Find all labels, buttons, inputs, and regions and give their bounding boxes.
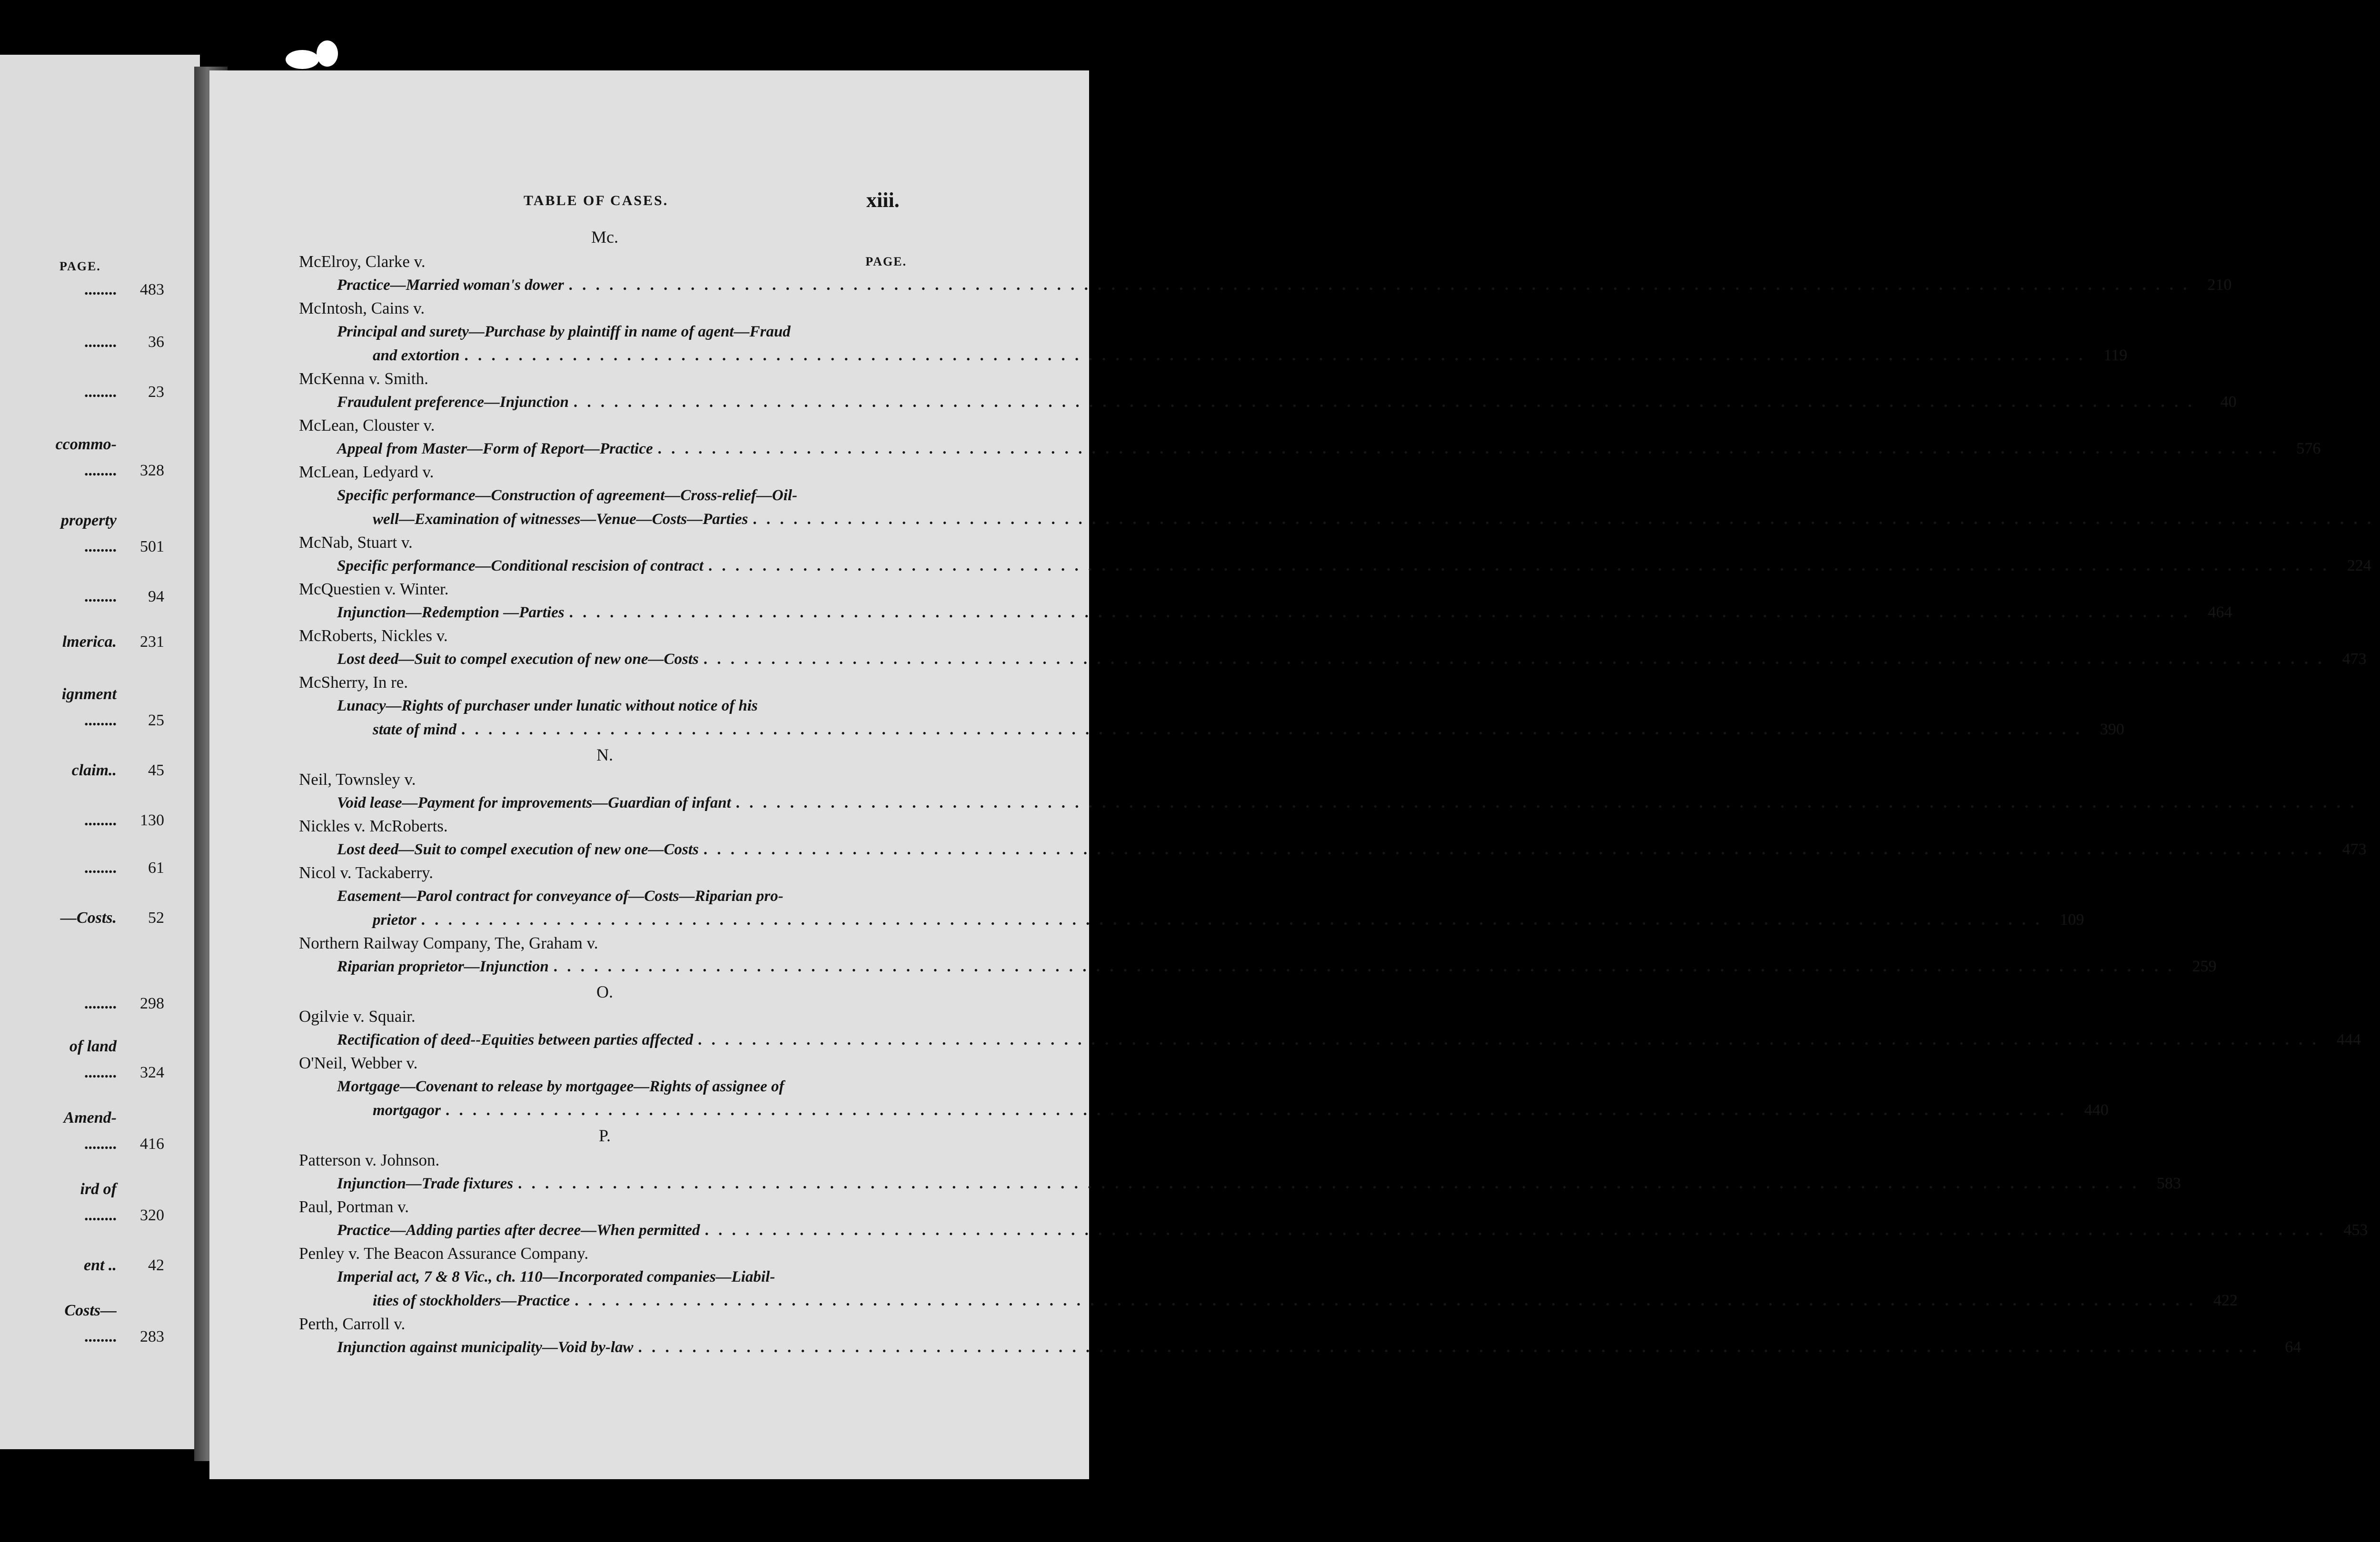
case-topic (299, 1028, 2361, 1052)
topic-text: Specific performance—Conditional rescision of contract (337, 557, 704, 574)
dot-leader: . . . . . . . . . . . . . . . . . . . . . . . . . . . . . . . . . . . . . . . . . . . . . . . . . . . . . . . . . . . . . . . . . . . . . . . . . . . . . . . . . . . . . . . . . . . . . . . . . . . . . . . . . . . . . . . . . . . . . . . . (735, 794, 2357, 811)
case-name: McRoberts, Nickles v. (299, 626, 448, 645)
case-title (299, 624, 911, 647)
fragment-page-number: 23 (148, 383, 164, 401)
case-title (299, 1242, 911, 1265)
case-topic (299, 884, 2084, 932)
topic-text: Imperial act, 7 & 8 Vic., ch. 110—Incorporated companies—Liabil- (337, 1268, 775, 1285)
case-topic (299, 273, 2232, 297)
topic-text: Rectification of deed--Equities between parties affected (337, 1031, 694, 1048)
topic-text: Lost deed—Suit to compel execution of new one—Costs (337, 841, 699, 858)
fragment-page-number: 130 (140, 811, 164, 829)
case-topic (299, 955, 2217, 979)
fragment-text: ........ (84, 995, 117, 1012)
case-title (299, 815, 911, 838)
topic-text: Lost deed—Suit to compel execution of new one—Costs (337, 651, 699, 668)
case-title (299, 531, 911, 554)
topic-text: Injunction against municipality—Void by-law (337, 1339, 634, 1356)
case-topic (299, 1075, 2109, 1122)
topic-text: and extortion (373, 347, 460, 364)
paper-damage-speck (286, 50, 319, 69)
page-ref: 576 (2296, 440, 2321, 457)
case-topic (299, 320, 2128, 367)
case-name: Paul, Portman v. (299, 1197, 409, 1216)
fragment-page-number: 320 (140, 1206, 164, 1224)
left-page-fragment (0, 538, 200, 556)
fragment-page-number: 501 (140, 538, 164, 555)
fragment-text: of land (69, 1038, 117, 1055)
section-letter: P. (598, 1126, 611, 1145)
case-name: Nicol v. Tackaberry. (299, 863, 433, 882)
case-title (299, 671, 911, 694)
topic-continuation (337, 344, 2128, 367)
page-ref: 259 (2192, 958, 2217, 975)
left-page-fragment (0, 633, 200, 651)
running-head: TABLE OF CASES. (524, 193, 669, 208)
dot-leader: . . . . . . . . . . . . . . . . . . . . . . . . . . . . . . . . . . . . . . . . . . . . . . . . . . . . . . . . . . . . . . . . . . . . . . . . . . . . . . . . . . . . . . . . . . . . . . . . . . . . . . . . . . . . . . . . . . . . . . . . (421, 911, 2043, 929)
fragment-text: ........ (84, 281, 117, 298)
dot-leader: . . . . . . . . . . . . . . . . . . . . . . . . . . . . . . . . . . . . . . . . . . . . . . . . . . . . . . . . . . . . . . . . . . . . . . . . . . . . . . . . . . . . . . . . . . . . . . . . . . . . . . . . . . . . . . . . . . . . . . . . (575, 1292, 2196, 1309)
case-topic (299, 647, 2367, 671)
fragment-text: property (60, 512, 117, 529)
topic-text: Lunacy—Rights of purchaser under lunatic without notice of his (337, 697, 758, 714)
fragment-page-number: 231 (140, 633, 164, 651)
page-ref: 440 (2084, 1101, 2109, 1119)
left-page-fragment (0, 1256, 200, 1275)
topic-text: Injunction—Redemption —Parties (337, 604, 565, 621)
fragment-text: ........ (84, 538, 117, 555)
left-page-fragment (0, 462, 200, 480)
dot-leader: . . . . . . . . . . . . . . . . . . . . . . . . . . . . . . . . . . . . . . . . . . . . . . . . . . . . . . . . . . . . . . . . . . . . . . . . . . . . . . . . . . . . . . . . . . . . . . . . . . . . . . . . . . . . . . . . . . . . . . . . (704, 1222, 2326, 1239)
fragment-text: ........ (84, 1328, 117, 1345)
topic-text: Fraudulent preference—Injunction (337, 394, 569, 411)
case-title (299, 1313, 911, 1335)
fragment-text: ........ (84, 859, 117, 877)
topic-text: Void lease—Payment for improvements—Guardian of infant (337, 794, 731, 811)
section-letter: Mc. (591, 227, 618, 247)
paper-damage-speck (317, 40, 338, 67)
left-page-fragment (0, 859, 200, 877)
page-ref: 464 (2208, 603, 2232, 621)
topic-text: Appeal from Master—Form of Report—Practice (337, 440, 653, 457)
fragment-text: ........ (84, 1206, 117, 1224)
fragment-text: ........ (84, 333, 117, 351)
topic-continuation (337, 908, 2084, 932)
case-topic (299, 791, 2357, 815)
case-name: McQuestien v. Winter. (299, 580, 449, 598)
topic-text: ities of stockholders—Practice (373, 1292, 570, 1309)
fragment-page-number: 328 (140, 462, 164, 479)
dot-leader: . . . . . . . . . . . . . . . . . . . . . . . . . . . . . . . . . . . . . . . . . . . . . . . . . . . . . . . . . . . . . . . . . . . . . . . . . . . . . . . . . . . . . . . . . . . . . . . . . . . . . . . . . . . . . . . . . . . . . . . . (573, 394, 2195, 411)
page-ref: 583 (2156, 1175, 2181, 1192)
topic-text: state of mind (373, 721, 457, 738)
fragment-text: Amend- (63, 1109, 117, 1127)
fragment-text: lmerica. (62, 633, 117, 651)
topic-continuation (337, 507, 2374, 531)
page-ref: 119 (2103, 346, 2128, 364)
page-ref (2362, 791, 2380, 815)
fragment-page-number: 94 (148, 588, 164, 605)
dot-leader: . . . . . . . . . . . . . . . . . . . . . . . . . . . . . . . . . . . . . . . . . . . . . . . . . . . . . . . . . . . . . . . . . . . . . . . . . . . . . . . . . . . . . . . . . . . . . . . . . . . . . . . . . . . . . . . . . . . . . . . . (657, 440, 2279, 457)
case-title (299, 578, 911, 601)
fragment-page-number: 42 (148, 1256, 164, 1274)
dot-leader: . . . . . . . . . . . . . . . . . . . . . . . . . . . . . . . . . . . . . . . . . . . . . . . . . . . . . . . . . . . . . . . . . . . . . . . . . . . . . . . . . . . . . . . . . . . . . . . . . . . . . . . . . . . . . . . . . . . . . . . . (753, 511, 2374, 528)
left-page-label: PAGE. (60, 259, 101, 273)
case-title (299, 932, 911, 955)
page-ref: 473 (2342, 840, 2367, 858)
dot-leader: . . . . . . . . . . . . . . . . . . . . . . . . . . . . . . . . . . . . . . . . . . . . . . . . . . . . . . . . . . . . . . . . . . . . . . . . . . . . . . . . . . . . . . . . . . . . . . . . . . . . . . . . . . . . . . . . . . . . . . . . (518, 1175, 2139, 1192)
left-page-fragment (0, 588, 200, 606)
page-column-label: PAGE. (865, 255, 907, 268)
case-name: McLean, Clouster v. (299, 416, 435, 435)
case-topic (299, 1265, 2238, 1313)
fragment-text: ........ (84, 462, 117, 479)
case-name: McSherry, In re. (299, 673, 408, 692)
topic-text: Injunction—Trade fixtures (337, 1175, 514, 1192)
case-name: O'Neil, Webber v. (299, 1054, 418, 1072)
case-name: McKenna v. Smith. (299, 369, 428, 388)
topic-continuation (337, 718, 2124, 741)
case-topic (299, 390, 2237, 414)
case-name: Neil, Townsley v. (299, 770, 416, 789)
topic-text: prietor (373, 911, 416, 929)
left-page-fragment (0, 1180, 200, 1198)
left-page-fragment (0, 1064, 200, 1082)
left-page-fragment (0, 1206, 200, 1225)
left-page-fragment (0, 811, 200, 830)
left-page-fragment (0, 995, 200, 1013)
fragment-page-number: 25 (148, 712, 164, 729)
left-facing-page (0, 55, 200, 1449)
topic-text: Easement—Parol contract for conveyance of—Costs—Riparian pro- (337, 888, 783, 905)
topic-text: mortgagor (373, 1102, 441, 1119)
left-page-fragment (0, 1135, 200, 1153)
case-topic (299, 1218, 2368, 1242)
page-ref: 473 (2342, 650, 2367, 668)
left-page-fragment (0, 1038, 200, 1056)
fragment-page-number: 61 (148, 859, 164, 877)
section-letter: N. (596, 745, 613, 764)
case-title (299, 1149, 911, 1172)
fragment-text: ........ (84, 383, 117, 401)
topic-text: Riparian proprietor—Injunction (337, 958, 549, 975)
left-page-fragment (0, 909, 200, 927)
page-ref: 40 (2220, 393, 2237, 411)
page-ref: 210 (2207, 276, 2232, 294)
section-letter: O. (596, 982, 613, 1001)
fragment-text: Costs— (64, 1302, 117, 1319)
page-ref: 390 (2100, 721, 2124, 738)
case-name: McElroy, Clarke v. (299, 252, 426, 271)
dot-leader: . . . . . . . . . . . . . . . . . . . . . . . . . . . . . . . . . . . . . . . . . . . . . . . . . . . . . . . . . . . . . . . . . . . . . . . . . . . . . . . . . . . . . . . . . . . . . . . . . . . . . . . . . . . . . . . . . . . . . . . . (464, 347, 2086, 364)
topic-text: Mortgage—Covenant to release by mortgagee—Rights of assignee of (337, 1078, 784, 1095)
case-name: Ogilvie v. Squair. (299, 1007, 416, 1026)
fragment-text: —Costs. (60, 909, 117, 927)
fragment-page-number: 483 (140, 281, 164, 298)
fragment-text: ........ (84, 1064, 117, 1081)
fragment-page-number: 416 (140, 1135, 164, 1153)
fragment-text: ignment (61, 685, 117, 703)
case-title (299, 1196, 911, 1218)
fragment-text: ccommo- (55, 435, 117, 453)
case-name: McLean, Ledyard v. (299, 463, 434, 481)
left-page-fragment (0, 1302, 200, 1320)
dot-leader: . . . . . . . . . . . . . . . . . . . . . . . . . . . . . . . . . . . . . . . . . . . . . . . . . . . . . . . . . . . . . . . . . . . . . . . . . . . . . . . . . . . . . . . . . . . . . . . . . . . . . . . . . . . . . . . . . . . . . . . . (703, 651, 2325, 668)
left-page-fragment (0, 1109, 200, 1127)
case-title (299, 461, 911, 484)
topic-text: Practice—Married woman's dower (337, 277, 564, 294)
topic-continuation (337, 1289, 2238, 1313)
topic-text: well—Examination of witnesses—Venue—Costs—Parties (373, 511, 748, 528)
case-title (299, 1052, 911, 1075)
page-ref: 422 (2213, 1292, 2238, 1309)
case-title (299, 1005, 911, 1028)
page-ref: 224 (2347, 557, 2371, 574)
case-name: Perth, Carroll v. (299, 1315, 406, 1333)
dot-leader: . . . . . . . . . . . . . . . . . . . . . . . . . . . . . . . . . . . . . . . . . . . . . . . . . . . . . . . . . . . . . . . . . . . . . . . . . . . . . . . . . . . . . . . . . . . . . . . . . . . . . . . . . . . . . . . . . . . . . . . . (569, 604, 2191, 621)
case-topic (299, 694, 2124, 741)
fragment-page-number: 324 (140, 1064, 164, 1081)
fragment-text: claim.. (71, 761, 117, 779)
left-page-fragment (0, 281, 200, 299)
dot-leader: . . . . . . . . . . . . . . . . . . . . . . . . . . . . . . . . . . . . . . . . . . . . . . . . . . . . . . . . . . . . . . . . . . . . . . . . . . . . . . . . . . . . . . . . . . . . . . . . . . . . . . . . . . . . . . . . . . . . . . . . (703, 841, 2325, 858)
left-page-fragment (0, 383, 200, 401)
fragment-text: ........ (84, 712, 117, 729)
topic-text: Specific performance—Construction of agreement—Cross-relief—Oil- (337, 487, 798, 504)
case-topic (299, 838, 2367, 861)
left-page-fragment (0, 512, 200, 530)
case-topic (299, 1335, 2301, 1359)
case-title (299, 250, 911, 273)
page-ref: 453 (2343, 1221, 2368, 1239)
fragment-text: ird of (80, 1180, 117, 1198)
case-name: McIntosh, Cains v. (299, 299, 425, 317)
page-number: xiii. (866, 188, 900, 212)
fragment-page-number: 298 (140, 995, 164, 1012)
fragment-text: ........ (84, 811, 117, 829)
dot-leader: . . . . . . . . . . . . . . . . . . . . . . . . . . . . . . . . . . . . . . . . . . . . . . . . . . . . . . . . . . . . . . . . . . . . . . . . . . . . . . . . . . . . . . . . . . . . . . . . . . . . . . . . . . . . . . . . . . . . . . . . (461, 721, 2082, 738)
case-title (299, 414, 911, 437)
case-topic (299, 484, 2374, 531)
case-name: McNab, Stuart v. (299, 533, 413, 552)
topic-text: Principal and surety—Purchase by plaintiff in name of agent—Fraud (337, 323, 791, 340)
case-title (299, 367, 911, 390)
table-of-cases (299, 186, 2374, 1359)
dot-leader: . . . . . . . . . . . . . . . . . . . . . . . . . . . . . . . . . . . . . . . . . . . . . . . . . . . . . . . . . . . . . . . . . . . . . . . . . . . . . . . . . . . . . . . . . . . . . . . . . . . . . . . . . . . . . . . . . . . . . . . . (553, 958, 2175, 975)
case-title (299, 861, 911, 884)
case-name: Northern Railway Company, The, Graham v. (299, 934, 598, 952)
left-page-fragment (0, 685, 200, 703)
fragment-page-number: 283 (140, 1328, 164, 1345)
case-topic (299, 554, 2371, 578)
left-page-fragment (0, 761, 200, 780)
left-page-fragment (0, 1328, 200, 1346)
case-topic (299, 601, 2232, 624)
fragment-page-number: 52 (148, 909, 164, 927)
dot-leader: . . . . . . . . . . . . . . . . . . . . . . . . . . . . . . . . . . . . . . . . . . . . . . . . . . . . . . . . . . . . . . . . . . . . . . . . . . . . . . . . . . . . . . . . . . . . . . . . . . . . . . . . . . . . . . . . . . . . . . . . (638, 1339, 2260, 1356)
dot-leader: . . . . . . . . . . . . . . . . . . . . . . . . . . . . . . . . . . . . . . . . . . . . . . . . . . . . . . . . . . . . . . . . . . . . . . . . . . . . . . . . . . . . . . . . . . . . . . . . . . . . . . . . . . . . . . . . . . . . . . . . (446, 1102, 2067, 1119)
left-page-fragment (0, 435, 200, 454)
fragment-text: ........ (84, 588, 117, 605)
case-topic (299, 437, 2321, 461)
page-ref: 109 (2060, 911, 2084, 929)
left-page-fragment (0, 333, 200, 351)
case-title (299, 768, 911, 791)
page-ref: 444 (2336, 1031, 2361, 1048)
case-name: Patterson v. Johnson. (299, 1151, 440, 1169)
fragment-text: ent .. (84, 1256, 117, 1274)
case-title (299, 297, 911, 320)
fragment-text: ........ (84, 1135, 117, 1153)
fragment-page-number: 36 (148, 333, 164, 351)
topic-text: Practice—Adding parties after decree—When permitted (337, 1222, 700, 1239)
dot-leader: . . . . . . . . . . . . . . . . . . . . . . . . . . . . . . . . . . . . . . . . . . . . . . . . . . . . . . . . . . . . . . . . . . . . . . . . . . . . . . . . . . . . . . . . . . . . . . . . . . . . . . . . . . . . . . . . . . . . . . . . (708, 557, 2330, 574)
topic-continuation (337, 1098, 2109, 1122)
left-page-fragment (0, 712, 200, 730)
case-topic (299, 1172, 2181, 1196)
page-ref: 64 (2285, 1338, 2301, 1356)
fragment-page-number: 45 (148, 761, 164, 779)
case-name: Penley v. The Beacon Assurance Company. (299, 1244, 589, 1263)
dot-leader: . . . . . . . . . . . . . . . . . . . . . . . . . . . . . . . . . . . . . . . . . . . . . . . . . . . . . . . . . . . . . . . . . . . . . . . . . . . . . . . . . . . . . . . . . . . . . . . . . . . . . . . . . . . . . . . . . . . . . . . . (698, 1031, 2319, 1048)
case-name: Nickles v. McRoberts. (299, 817, 448, 835)
dot-leader: . . . . . . . . . . . . . . . . . . . . . . . . . . . . . . . . . . . . . . . . . . . . . . . . . . . . . . . . . . . . . . . . . . . . . . . . . . . . . . . . . . . . . . . . . . . . . . . . . . . . . . . . . . . . . . . . . . . . . . . . (568, 277, 2190, 294)
